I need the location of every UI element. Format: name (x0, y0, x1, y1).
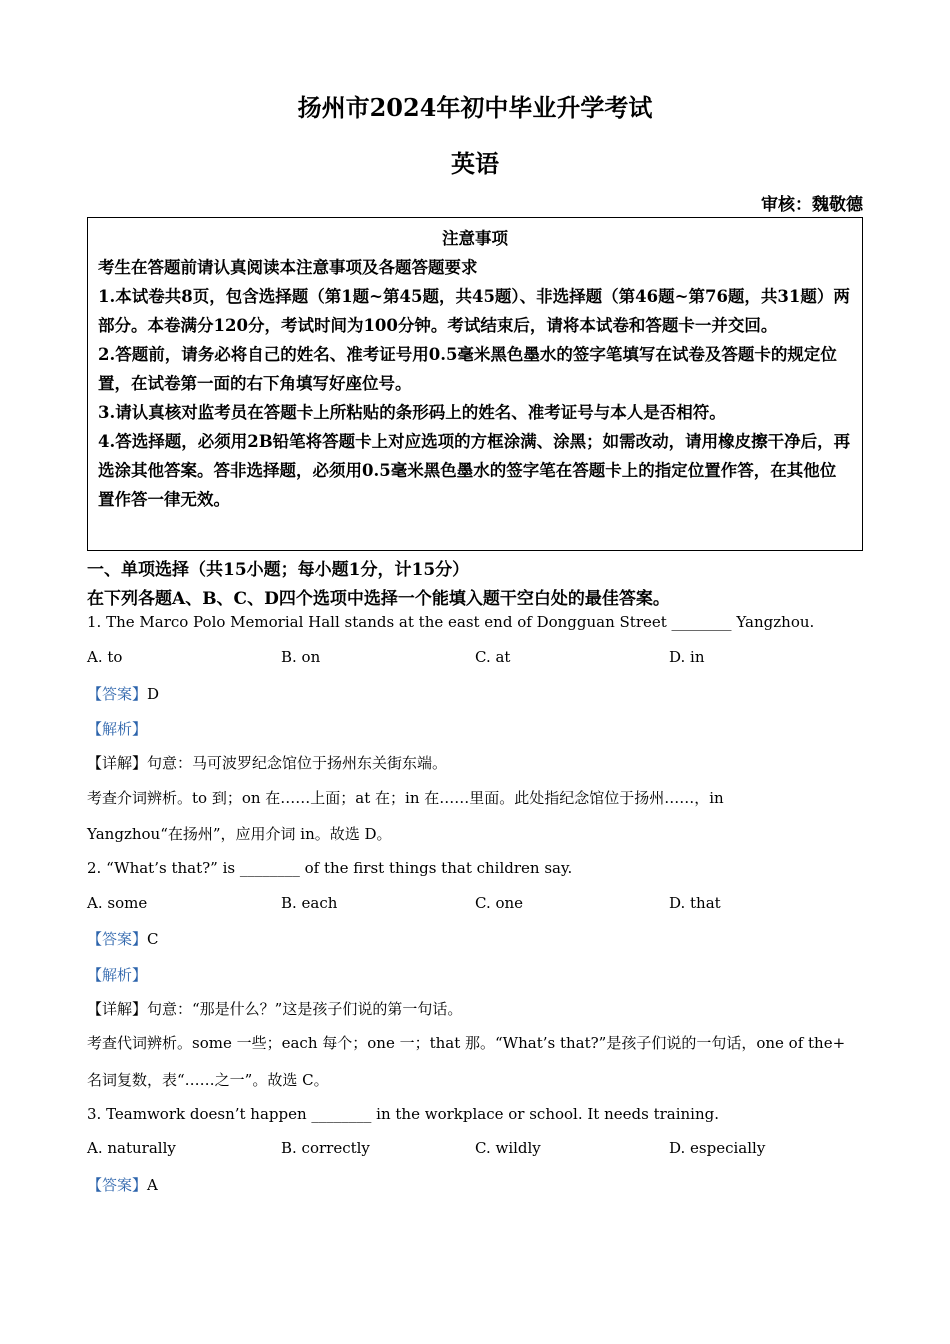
q2-option-a: A. some (87, 894, 148, 912)
q1-explain-line-1: 考查介词辨析。to 到；on 在……上面；at 在；in 在……里面。此处指纪念馆位于扬州……，in (87, 789, 724, 807)
q1-option-d: D. in (669, 648, 705, 666)
q1-option-b: B. on (281, 648, 321, 666)
q2-option-b: B. each (281, 894, 338, 912)
q3-option-a: A. naturally (87, 1139, 176, 1157)
question-1-options (87, 648, 863, 668)
section-instruction: 在下列各题A、B、C、D四个选项中选择一个能填入题干空白处的最佳答案。 (87, 589, 670, 609)
notice-box (87, 217, 863, 551)
notice-intro: 考生在答题前请认真阅读本注意事项及各题答题要求 (98, 258, 478, 277)
q3-option-d: D. especially (669, 1139, 766, 1157)
answer-tag: 【答案】 (87, 685, 148, 703)
detail-tag: 【详解】 (87, 754, 148, 772)
q1-option-c: C. at (475, 648, 511, 666)
analysis-tag: 【解析】 (87, 966, 148, 984)
question-3-options (87, 1139, 863, 1159)
notice-item-2: 2.答题前，请务必将自己的姓名、准考证号用0.5毫米黑色墨水的签字笔填写在试卷及答题卡的规定位置，在试卷第一面的右下角填写好座位号。 (98, 345, 837, 393)
notice-item-3: 3.请认真核对监考员在答题卡上所粘贴的条形码上的姓名、准考证号与本人是否相符。 (98, 403, 726, 422)
q2-detail (87, 998, 462, 1019)
q1-detail (87, 752, 447, 773)
q2-analysis (87, 964, 147, 985)
q1-detail-text: 句意：马可波罗纪念馆位于扬州东关街东端。 (147, 754, 448, 772)
notice-item-4: 4.答选择题，必须用2B铅笔将答题卡上对应选项的方框涂满、涂黑；如需改动，请用橡皮擦干净后，再选涂其他答案。答非选择题，必须用0.5毫米黑色墨水的签字笔在答题卡上的指定位置作答，在其他位置作答一律无效。 (98, 432, 851, 509)
detail-tag: 【详解】 (87, 1000, 148, 1018)
answer-tag: 【答案】 (87, 930, 148, 948)
reviewer-label: 审核：魏敬德 (761, 195, 863, 215)
q2-explain-line-2: 名词复数，表“……之一”。故选 C。 (87, 1071, 329, 1089)
q2-detail-text: 句意：“那是什么？”这是孩子们说的第一句话。 (147, 1000, 463, 1018)
q2-option-c: C. one (475, 894, 524, 912)
q3-answer-value: A (147, 1176, 158, 1194)
q3-option-b: B. correctly (281, 1139, 370, 1157)
q1-answer-value: D (147, 685, 160, 703)
analysis-tag: 【解析】 (87, 720, 148, 738)
section-heading: 一、单项选择（共15小题；每小题1分，计15分） (87, 560, 470, 580)
subject-title: 英语 (451, 149, 499, 178)
q1-answer (87, 683, 159, 704)
q1-explain-line-2: Yangzhou“在扬州”，应用介词 in。故选 D。 (87, 825, 392, 843)
q3-answer (87, 1174, 158, 1195)
q2-answer-value: C (147, 930, 159, 948)
notice-item-1: 1.本试卷共8页，包含选择题（第1题~第45题，共45题）、非选择题（第46题~第76题，共31题）两部分。本卷满分120分，考试时间为100分钟。考试结束后，请将本试卷和答题卡一并交回。 (98, 287, 850, 335)
exam-title: 扬州市2024年初中毕业升学考试 (297, 93, 653, 122)
question-1-stem: 1. The Marco Polo Memorial Hall stands at the east end of Dongguan Street ________ Yangzhou. (87, 613, 815, 631)
question-2-stem: 2. “What’s that?” is ________ of the first things that children say. (87, 859, 573, 877)
q3-option-c: C. wildly (475, 1139, 541, 1157)
notice-heading: 注意事项 (442, 229, 508, 248)
question-2-options (87, 894, 863, 914)
q1-option-a: A. to (87, 648, 123, 666)
q2-option-d: D. that (669, 894, 721, 912)
q2-explain-line-1: 考查代词辨析。some 一些；each 每个；one 一；that 那。“What’s that?”是孩子们说的一句话，one of the+ (87, 1034, 846, 1052)
q2-answer (87, 928, 159, 949)
answer-tag: 【答案】 (87, 1176, 148, 1194)
question-3-stem: 3. Teamwork doesn’t happen ________ in the workplace or school. It needs training. (87, 1105, 720, 1123)
q1-analysis (87, 718, 147, 739)
